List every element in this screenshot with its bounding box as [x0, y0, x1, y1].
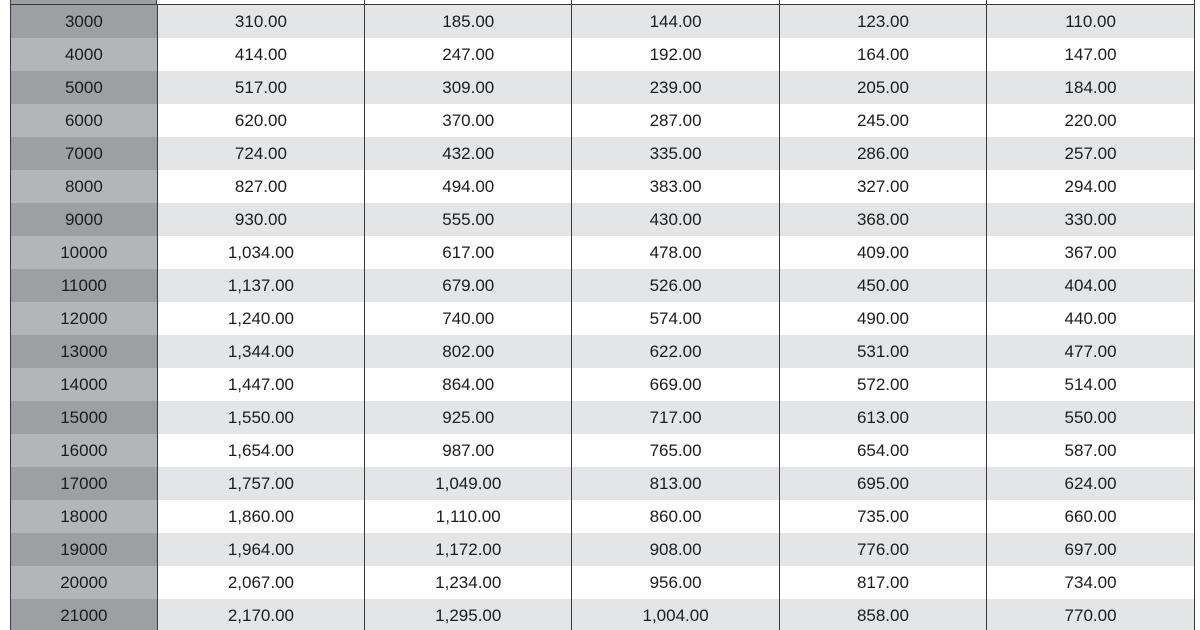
table-body	[11, 5, 1194, 630]
value-cell: 669.00	[572, 368, 779, 401]
table-row	[11, 38, 1194, 71]
amount-cell: 11000	[11, 269, 157, 302]
value-cell: 1,860.00	[157, 500, 364, 533]
value-cell: 404.00	[987, 269, 1194, 302]
payment-table-frame	[10, 0, 1195, 630]
value-cell: 572.00	[779, 368, 986, 401]
value-cell: 1,654.00	[157, 434, 364, 467]
value-cell: 327.00	[779, 170, 986, 203]
table-row	[11, 269, 1194, 302]
value-cell: 2,067.00	[157, 566, 364, 599]
value-cell: 734.00	[987, 566, 1194, 599]
value-cell: 717.00	[572, 401, 779, 434]
table-row	[11, 566, 1194, 599]
table-row	[11, 500, 1194, 533]
value-cell: 555.00	[365, 203, 572, 236]
table-row	[11, 71, 1194, 104]
value-cell: 239.00	[572, 71, 779, 104]
value-cell: 908.00	[572, 533, 779, 566]
value-cell: 514.00	[987, 368, 1194, 401]
value-cell: 184.00	[987, 71, 1194, 104]
value-cell: 802.00	[365, 335, 572, 368]
value-cell: 430.00	[572, 203, 779, 236]
value-cell: 817.00	[779, 566, 986, 599]
value-cell: 1,240.00	[157, 302, 364, 335]
value-cell: 587.00	[987, 434, 1194, 467]
amount-cell: 6000	[11, 104, 157, 137]
amount-cell: 20000	[11, 566, 157, 599]
value-cell: 185.00	[365, 5, 572, 38]
value-cell: 1,110.00	[365, 500, 572, 533]
value-cell: 1,234.00	[365, 566, 572, 599]
value-cell: 1,964.00	[157, 533, 364, 566]
amount-cell: 9000	[11, 203, 157, 236]
value-cell: 330.00	[987, 203, 1194, 236]
value-cell: 205.00	[779, 71, 986, 104]
amount-cell: 5000	[11, 71, 157, 104]
value-cell: 740.00	[365, 302, 572, 335]
value-cell: 1,344.00	[157, 335, 364, 368]
value-cell: 654.00	[779, 434, 986, 467]
table-row	[11, 434, 1194, 467]
value-cell: 574.00	[572, 302, 779, 335]
table-row	[11, 599, 1194, 630]
table-row	[11, 368, 1194, 401]
amount-cell: 14000	[11, 368, 157, 401]
value-cell: 860.00	[572, 500, 779, 533]
value-cell: 1,757.00	[157, 467, 364, 500]
value-cell: 770.00	[987, 599, 1194, 630]
value-cell: 367.00	[987, 236, 1194, 269]
value-cell: 477.00	[987, 335, 1194, 368]
value-cell: 247.00	[365, 38, 572, 71]
value-cell: 858.00	[779, 599, 986, 630]
table-row	[11, 401, 1194, 434]
value-cell: 220.00	[987, 104, 1194, 137]
value-cell: 695.00	[779, 467, 986, 500]
amount-cell: 7000	[11, 137, 157, 170]
value-cell: 624.00	[987, 467, 1194, 500]
value-cell: 494.00	[365, 170, 572, 203]
value-cell: 450.00	[779, 269, 986, 302]
table-row	[11, 236, 1194, 269]
amount-cell: 16000	[11, 434, 157, 467]
value-cell: 550.00	[987, 401, 1194, 434]
value-cell: 620.00	[157, 104, 364, 137]
amount-cell: 8000	[11, 170, 157, 203]
value-cell: 526.00	[572, 269, 779, 302]
table-row	[11, 5, 1194, 38]
value-cell: 368.00	[779, 203, 986, 236]
value-cell: 1,034.00	[157, 236, 364, 269]
value-cell: 679.00	[365, 269, 572, 302]
value-cell: 286.00	[779, 137, 986, 170]
value-cell: 383.00	[572, 170, 779, 203]
value-cell: 1,004.00	[572, 599, 779, 630]
value-cell: 827.00	[157, 170, 364, 203]
table-row	[11, 137, 1194, 170]
table-row	[11, 335, 1194, 368]
amount-cell: 15000	[11, 401, 157, 434]
value-cell: 432.00	[365, 137, 572, 170]
amount-cell: 17000	[11, 467, 157, 500]
value-cell: 776.00	[779, 533, 986, 566]
table-row	[11, 302, 1194, 335]
value-cell: 192.00	[572, 38, 779, 71]
amount-cell: 13000	[11, 335, 157, 368]
value-cell: 697.00	[987, 533, 1194, 566]
value-cell: 1,447.00	[157, 368, 364, 401]
value-cell: 517.00	[157, 71, 364, 104]
value-cell: 110.00	[987, 5, 1194, 38]
value-cell: 660.00	[987, 500, 1194, 533]
value-cell: 245.00	[779, 104, 986, 137]
value-cell: 164.00	[779, 38, 986, 71]
value-cell: 930.00	[157, 203, 364, 236]
table-row	[11, 533, 1194, 566]
value-cell: 478.00	[572, 236, 779, 269]
payment-table	[11, 5, 1194, 630]
table-row	[11, 170, 1194, 203]
value-cell: 622.00	[572, 335, 779, 368]
value-cell: 864.00	[365, 368, 572, 401]
value-cell: 294.00	[987, 170, 1194, 203]
value-cell: 2,170.00	[157, 599, 364, 630]
amount-cell: 3000	[11, 5, 157, 38]
value-cell: 409.00	[779, 236, 986, 269]
value-cell: 490.00	[779, 302, 986, 335]
value-cell: 147.00	[987, 38, 1194, 71]
value-cell: 309.00	[365, 71, 572, 104]
value-cell: 987.00	[365, 434, 572, 467]
value-cell: 765.00	[572, 434, 779, 467]
value-cell: 531.00	[779, 335, 986, 368]
amount-cell: 21000	[11, 599, 157, 630]
value-cell: 956.00	[572, 566, 779, 599]
value-cell: 370.00	[365, 104, 572, 137]
amount-cell: 12000	[11, 302, 157, 335]
value-cell: 617.00	[365, 236, 572, 269]
table-row	[11, 467, 1194, 500]
value-cell: 257.00	[987, 137, 1194, 170]
value-cell: 925.00	[365, 401, 572, 434]
value-cell: 1,049.00	[365, 467, 572, 500]
table-row	[11, 104, 1194, 137]
value-cell: 1,172.00	[365, 533, 572, 566]
value-cell: 813.00	[572, 467, 779, 500]
amount-cell: 18000	[11, 500, 157, 533]
amount-cell: 4000	[11, 38, 157, 71]
value-cell: 735.00	[779, 500, 986, 533]
amount-cell: 19000	[11, 533, 157, 566]
value-cell: 1,137.00	[157, 269, 364, 302]
value-cell: 310.00	[157, 5, 364, 38]
value-cell: 414.00	[157, 38, 364, 71]
value-cell: 440.00	[987, 302, 1194, 335]
value-cell: 1,550.00	[157, 401, 364, 434]
value-cell: 144.00	[572, 5, 779, 38]
value-cell: 613.00	[779, 401, 986, 434]
amount-cell: 10000	[11, 236, 157, 269]
value-cell: 287.00	[572, 104, 779, 137]
value-cell: 123.00	[779, 5, 986, 38]
value-cell: 335.00	[572, 137, 779, 170]
value-cell: 724.00	[157, 137, 364, 170]
value-cell: 1,295.00	[365, 599, 572, 630]
table-row	[11, 203, 1194, 236]
